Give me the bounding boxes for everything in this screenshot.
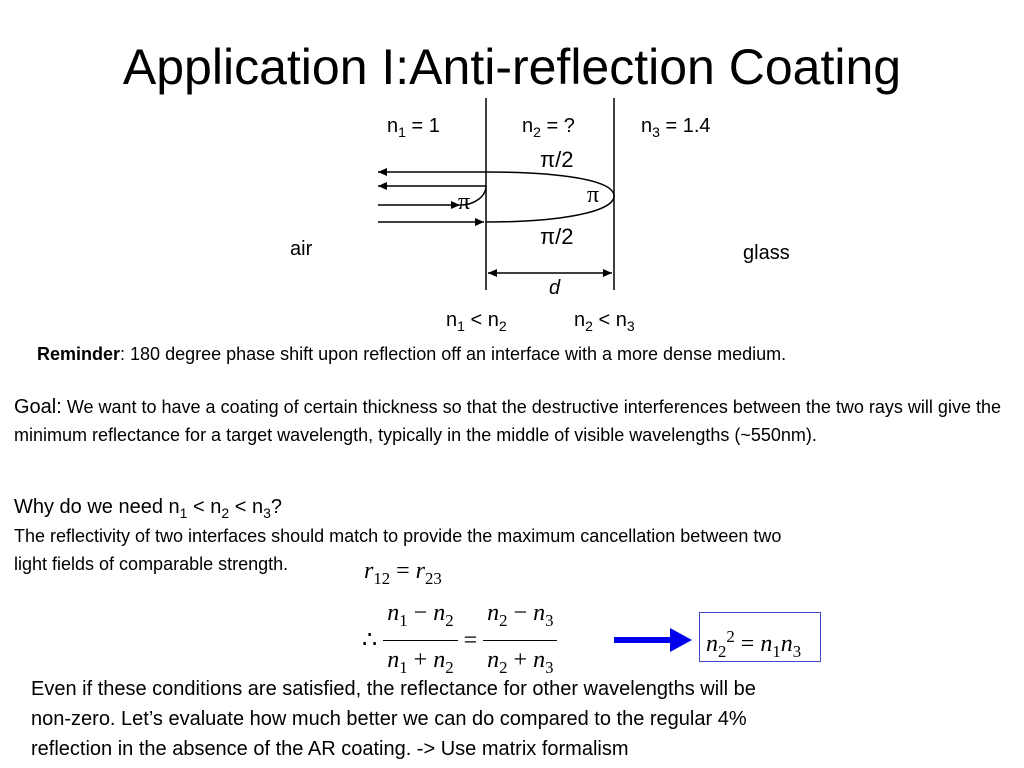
fraction-left-denominator: $n_1 + n_2$	[387, 646, 454, 677]
n2-subscript: 2	[533, 124, 541, 140]
fraction-right-numerator: $n_2 - n_3$	[483, 598, 557, 641]
conclusion-line-1: Even if these conditions are satisfied, the reflectance for other wavelengths will be	[31, 678, 756, 700]
fraction-right-denominator: $n_2 + n_3$	[487, 646, 554, 677]
r12-symbol: r	[364, 558, 374, 584]
fraction-equals: =	[463, 627, 478, 654]
cond2-a-sub: 2	[585, 318, 593, 334]
r12-sub: 12	[373, 568, 391, 588]
n1-symbol: n	[387, 115, 399, 137]
result-equation: $n_2^2 = n_1n_3$	[706, 627, 802, 661]
fraction-equation	[362, 598, 557, 683]
why-s3: 3	[263, 505, 271, 521]
goal-paragraph	[14, 393, 1014, 449]
n3-value: = 1.4	[659, 115, 711, 137]
n3-label	[641, 114, 711, 144]
reminder-label: Reminder	[37, 344, 121, 364]
condition-n1-n2	[446, 308, 507, 338]
reminder-body: : 180 degree phase shift upon reflection off an interface with a more dense medium.	[120, 344, 787, 364]
why-q1: Why do we need n	[14, 496, 180, 518]
cond1-a: n	[446, 309, 458, 331]
cond2-a: n	[574, 309, 586, 331]
ray-path-outer	[378, 172, 614, 222]
therefore-symbol: ∴	[362, 627, 378, 654]
n2-symbol: n	[522, 115, 534, 137]
reflection-diagram	[0, 0, 1024, 340]
n2-value: = ?	[540, 115, 575, 137]
n1-subscript: 1	[398, 124, 406, 140]
why-line-1: The reflectivity of two interfaces should match to provide the maximum cancellation between two	[14, 526, 782, 546]
thickness-label: d	[549, 277, 561, 299]
reflectivity-equality	[364, 556, 442, 594]
glass-label: glass	[743, 242, 790, 264]
phase-shift-right: π	[587, 182, 600, 208]
why-s2: 2	[221, 505, 230, 521]
why-s1: 1	[179, 505, 188, 521]
cond1-a-sub: 1	[457, 318, 465, 334]
conclusion-line-3: reflection in the absence of the AR coating. -> Use matrix formalism	[31, 738, 629, 760]
why-q3: < n	[229, 496, 264, 518]
phase-shift-top: π/2	[540, 147, 574, 172]
phase-shift-bottom: π/2	[540, 224, 574, 249]
n3-symbol: n	[641, 115, 653, 137]
n1-label	[387, 114, 440, 144]
conclusion-line-2: non-zero. Let’s evaluate how much better we can do compared to the regular 4%	[31, 708, 747, 730]
why-q4: ?	[270, 496, 283, 518]
air-label: air	[290, 238, 313, 260]
goal-body: We want to have a coating of certain thickness so that the destructive interferences between the two rays will give the minimum reflectance for a target wavelength, typically in the middle of visible wavelengths (~550nm).	[14, 397, 1001, 445]
fraction-left-numerator: $n_1 - n_2$	[383, 598, 457, 641]
fraction-right	[483, 598, 557, 683]
cond2-b-sub: 3	[626, 318, 635, 334]
r23-sub: 23	[425, 568, 442, 588]
phase-shift-left: π	[458, 189, 471, 215]
r-eq-sign: =	[390, 558, 416, 584]
n1-value: = 1	[405, 115, 440, 137]
slide-title: Application I:Anti-reflection Coating	[122, 39, 902, 95]
fraction-left	[383, 598, 457, 683]
cond1-b-sub: 2	[498, 318, 507, 334]
condition-n2-n3	[574, 308, 635, 338]
goal-label: Goal:	[14, 396, 62, 418]
cond1-op: < n	[464, 309, 499, 331]
right-arrow-icon	[612, 624, 694, 656]
why-question	[14, 495, 282, 525]
n3-subscript: 3	[652, 124, 660, 140]
reminder-text	[37, 342, 786, 366]
why-line-2: light fields of comparable strength.	[14, 554, 289, 574]
why-q2: < n	[187, 496, 222, 518]
r23-symbol: r	[415, 558, 426, 584]
cond2-op: < n	[592, 309, 627, 331]
n2-label	[522, 114, 575, 144]
